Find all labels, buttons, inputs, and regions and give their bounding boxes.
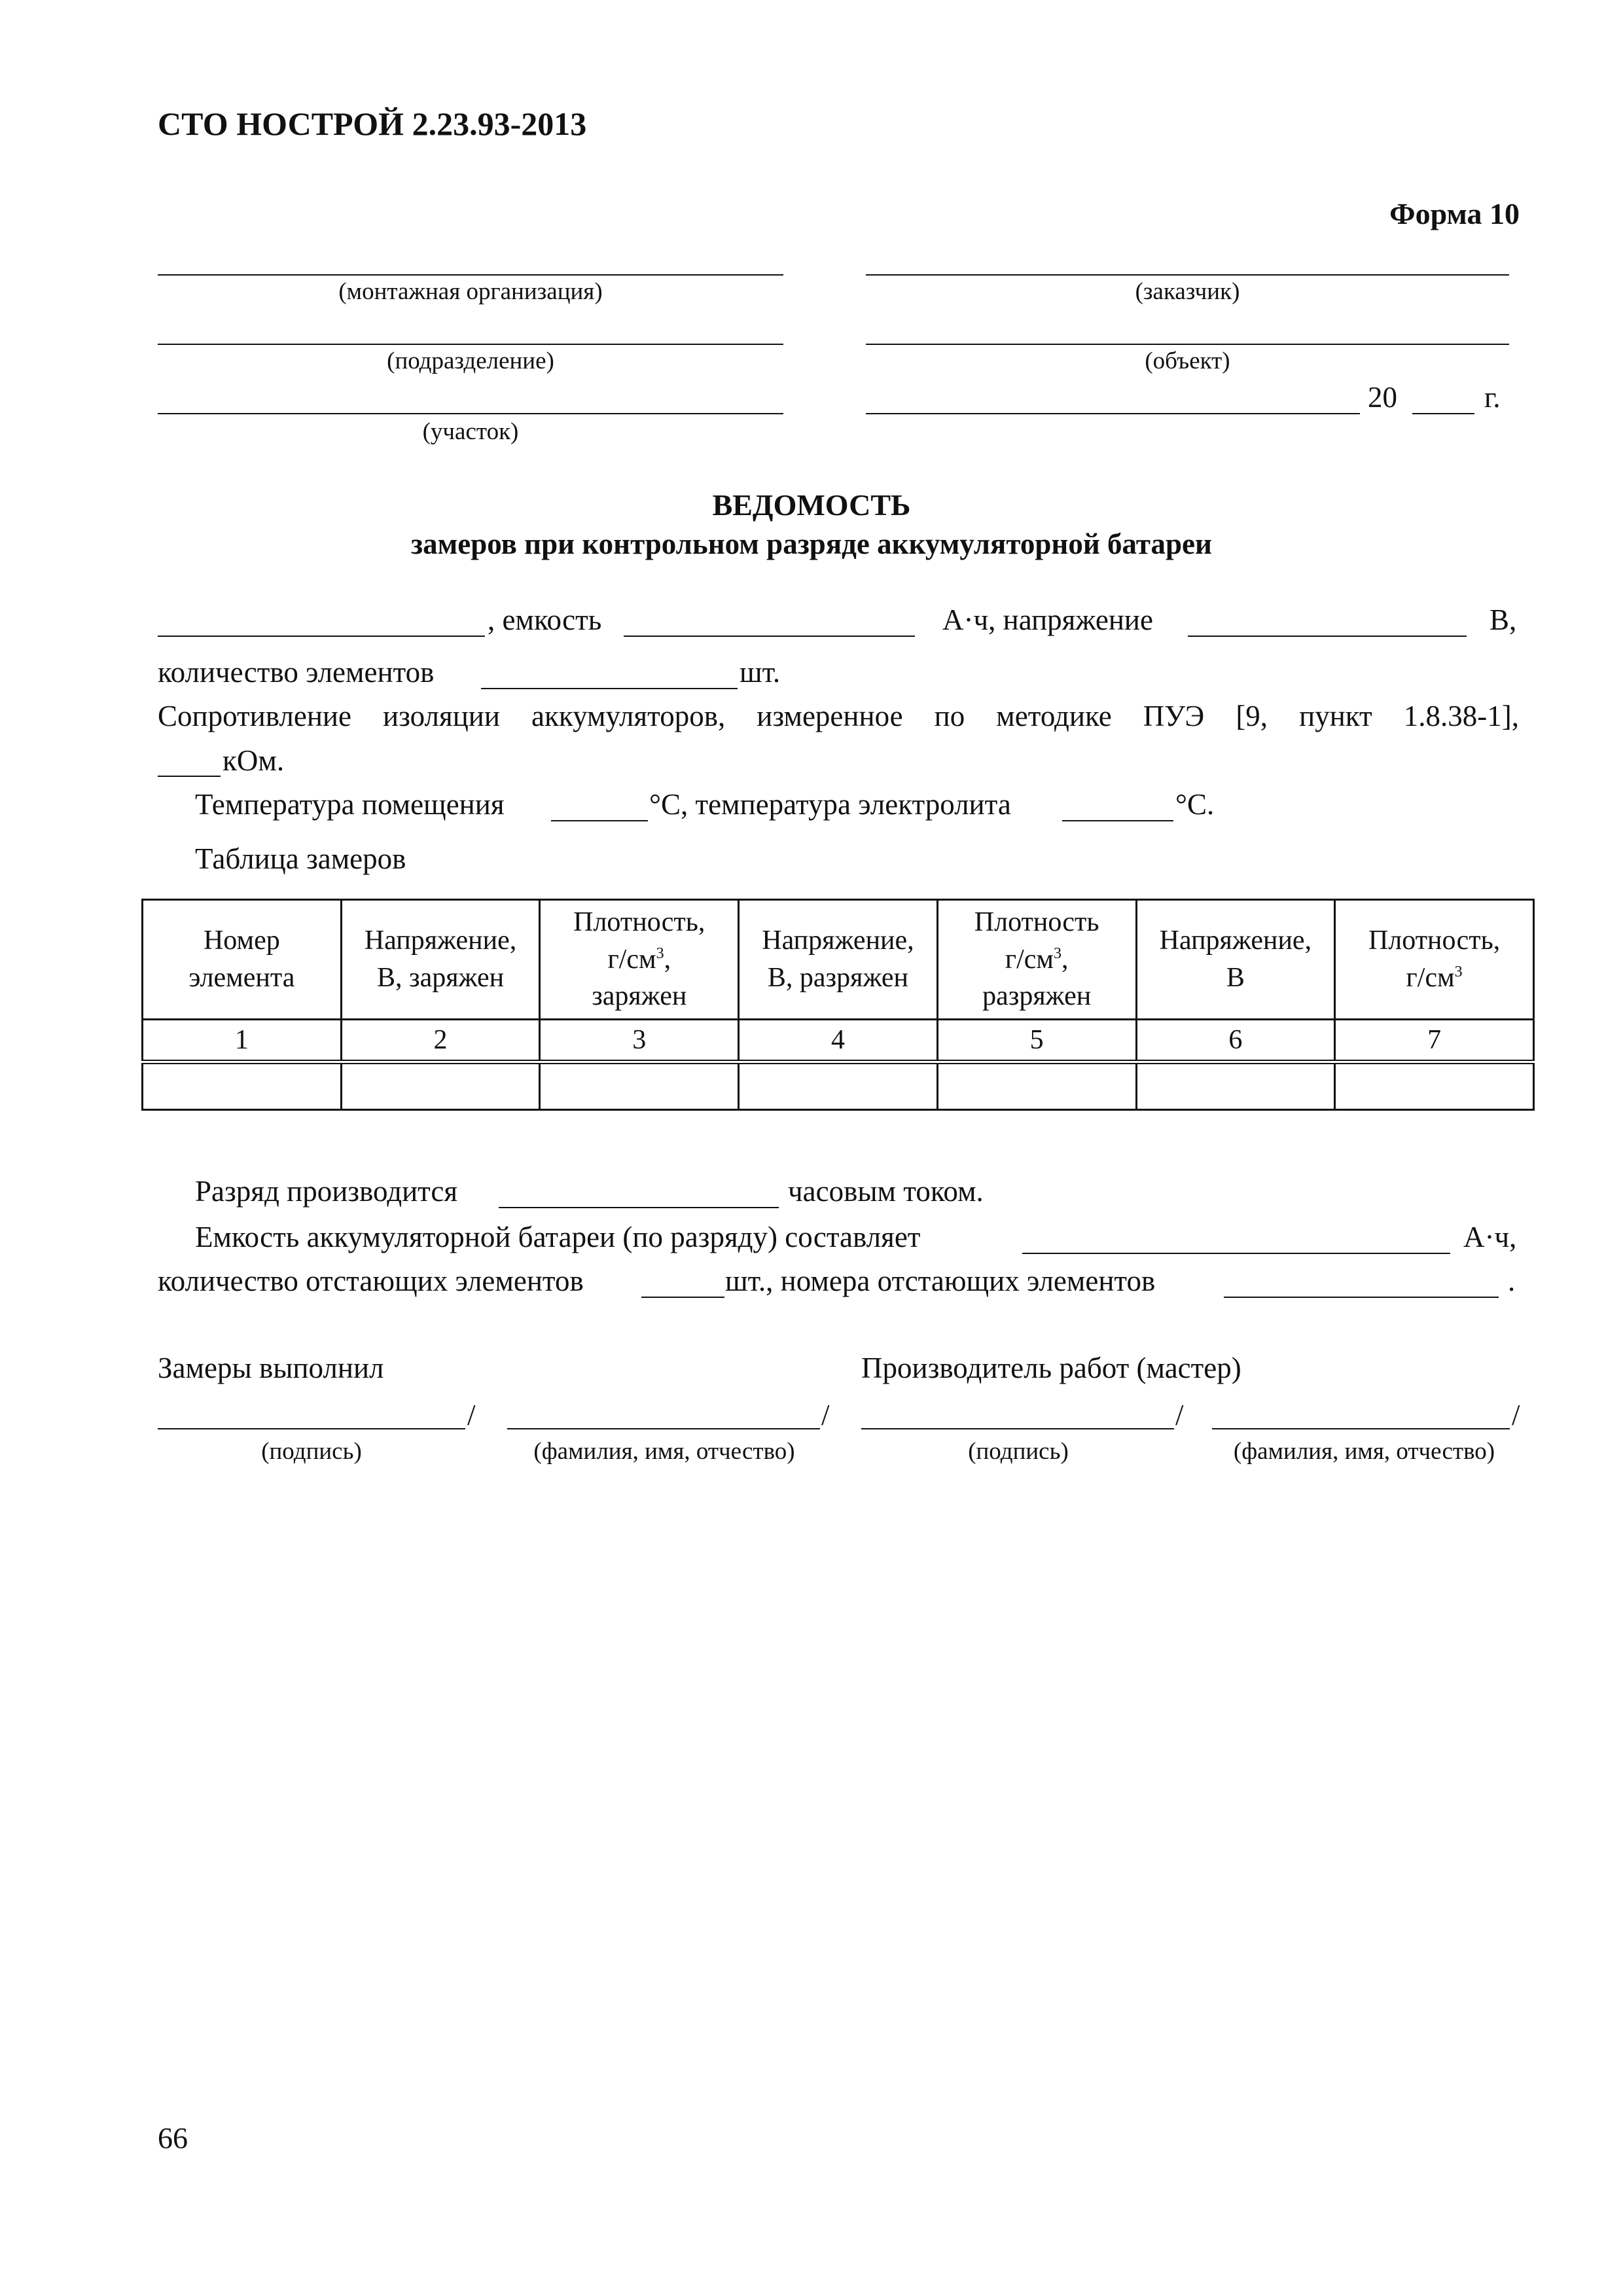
customer-line[interactable] bbox=[866, 274, 1509, 276]
lagging-period: . bbox=[1508, 1265, 1516, 1297]
column-number: 2 bbox=[341, 1020, 540, 1062]
table-cell[interactable] bbox=[739, 1062, 938, 1110]
work-supervisor-label: Производитель работ (мастер) bbox=[861, 1352, 1241, 1384]
date-line[interactable] bbox=[866, 413, 1360, 414]
battery-capacity-unit: А·ч, bbox=[1463, 1221, 1517, 1253]
org-line[interactable] bbox=[158, 274, 783, 276]
object-line[interactable] bbox=[866, 344, 1509, 345]
table-row bbox=[143, 1062, 1534, 1110]
document-subtitle: замеров при контрольном разряде аккумуляторной батареи bbox=[411, 528, 1212, 560]
room-temp-label: Температура помещения bbox=[195, 788, 505, 821]
slash: / bbox=[1512, 1399, 1520, 1431]
column-number: 3 bbox=[540, 1020, 739, 1062]
electrolyte-temp-line[interactable] bbox=[1062, 820, 1173, 821]
division-caption: (подразделение) bbox=[387, 348, 554, 374]
supervisor-signature-line[interactable] bbox=[861, 1428, 1174, 1429]
slash: / bbox=[821, 1399, 830, 1431]
header-voltage-charged: Напряжение, В, заряжен bbox=[341, 900, 540, 1020]
year-suffix: г. bbox=[1484, 381, 1501, 414]
volt-unit: В, bbox=[1489, 603, 1517, 636]
count-label: количество элементов bbox=[158, 656, 435, 689]
column-number: 7 bbox=[1335, 1020, 1534, 1062]
table-cell[interactable] bbox=[1335, 1062, 1534, 1110]
document-code: СТО НОСТРОЙ 2.23.93-2013 bbox=[158, 105, 587, 142]
discharge-label: Разряд производится bbox=[195, 1175, 458, 1208]
resistance-line[interactable] bbox=[158, 776, 221, 777]
measurements-table bbox=[141, 899, 1535, 1111]
battery-type-line[interactable] bbox=[158, 636, 485, 637]
header-element-number: Номер элемента bbox=[143, 900, 342, 1020]
document-title: ВЕДОМОСТЬ bbox=[712, 488, 911, 522]
signature-caption: (подпись) bbox=[261, 1438, 362, 1465]
resistance-label: Сопротивление изоляции аккумуляторов, измеренное по методике ПУЭ [9, пункт 1.8.38-1], bbox=[158, 700, 1519, 732]
org-caption: (монтажная организация) bbox=[338, 278, 603, 305]
page-number: 66 bbox=[158, 2121, 188, 2155]
signature-caption: (подпись) bbox=[968, 1438, 1069, 1465]
table-cell[interactable] bbox=[1136, 1062, 1335, 1110]
division-line[interactable] bbox=[158, 344, 783, 345]
table-header-row bbox=[143, 900, 1534, 1020]
column-number: 4 bbox=[739, 1020, 938, 1062]
capacity-label: , емкость bbox=[488, 603, 602, 636]
column-number: 5 bbox=[937, 1020, 1136, 1062]
year-line[interactable] bbox=[1412, 413, 1474, 414]
electrolyte-temp-label: °С, температура электролита bbox=[649, 788, 1011, 821]
capacity-line[interactable] bbox=[624, 636, 915, 637]
table-cell[interactable] bbox=[540, 1062, 739, 1110]
room-temp-line[interactable] bbox=[551, 820, 648, 821]
table-cell[interactable] bbox=[937, 1062, 1136, 1110]
table-label: Таблица замеров bbox=[195, 842, 406, 875]
site-line[interactable] bbox=[158, 413, 783, 414]
battery-capacity-line[interactable] bbox=[1022, 1253, 1450, 1254]
header-density-discharged: Плотность $г/см^3$, разряжен bbox=[937, 900, 1136, 1020]
count-line[interactable] bbox=[481, 688, 738, 689]
measured-by-name-line[interactable] bbox=[507, 1428, 820, 1429]
slash: / bbox=[467, 1399, 476, 1431]
object-caption: (объект) bbox=[1145, 348, 1230, 374]
fio-caption: (фамилия, имя, отчество) bbox=[1233, 1438, 1495, 1465]
discharge-suffix: часовым током. bbox=[788, 1175, 984, 1208]
count-unit: шт. bbox=[740, 656, 781, 689]
measured-by-signature-line[interactable] bbox=[158, 1428, 465, 1429]
column-number: 1 bbox=[143, 1020, 342, 1062]
table-number-row bbox=[143, 1020, 1534, 1062]
header-voltage: Напряжение, В bbox=[1136, 900, 1335, 1020]
customer-caption: (заказчик) bbox=[1135, 278, 1240, 305]
battery-capacity-label: Емкость аккумуляторной батареи (по разряду) составляет bbox=[195, 1221, 921, 1253]
discharge-line[interactable] bbox=[499, 1207, 779, 1208]
table-cell[interactable] bbox=[341, 1062, 540, 1110]
electrolyte-temp-unit: °С. bbox=[1175, 788, 1215, 821]
lagging-count-line[interactable] bbox=[641, 1297, 724, 1298]
voltage-label: А·ч, напряжение bbox=[942, 603, 1153, 636]
voltage-line[interactable] bbox=[1188, 636, 1467, 637]
lagging-numbers-label: шт., номера отстающих элементов bbox=[725, 1265, 1156, 1297]
slash: / bbox=[1175, 1399, 1184, 1431]
lagging-numbers-line[interactable] bbox=[1224, 1297, 1499, 1298]
site-caption: (участок) bbox=[422, 418, 519, 445]
fio-caption: (фамилия, имя, отчество) bbox=[533, 1438, 795, 1465]
header-density: Плотность, $г/см^3$ bbox=[1335, 900, 1534, 1020]
measured-by-label: Замеры выполнил bbox=[158, 1352, 384, 1384]
year-prefix: 20 bbox=[1368, 381, 1397, 414]
kohm-unit: кОм. bbox=[223, 744, 285, 777]
lagging-count-label: количество отстающих элементов bbox=[158, 1265, 584, 1297]
table-cell[interactable] bbox=[143, 1062, 342, 1110]
form-number: Форма 10 bbox=[1389, 197, 1520, 230]
header-voltage-discharged: Напряжение, В, разряжен bbox=[739, 900, 938, 1020]
column-number: 6 bbox=[1136, 1020, 1335, 1062]
header-density-charged: Плотность, $г/см^3$, заряжен bbox=[540, 900, 739, 1020]
supervisor-name-line[interactable] bbox=[1212, 1428, 1510, 1429]
